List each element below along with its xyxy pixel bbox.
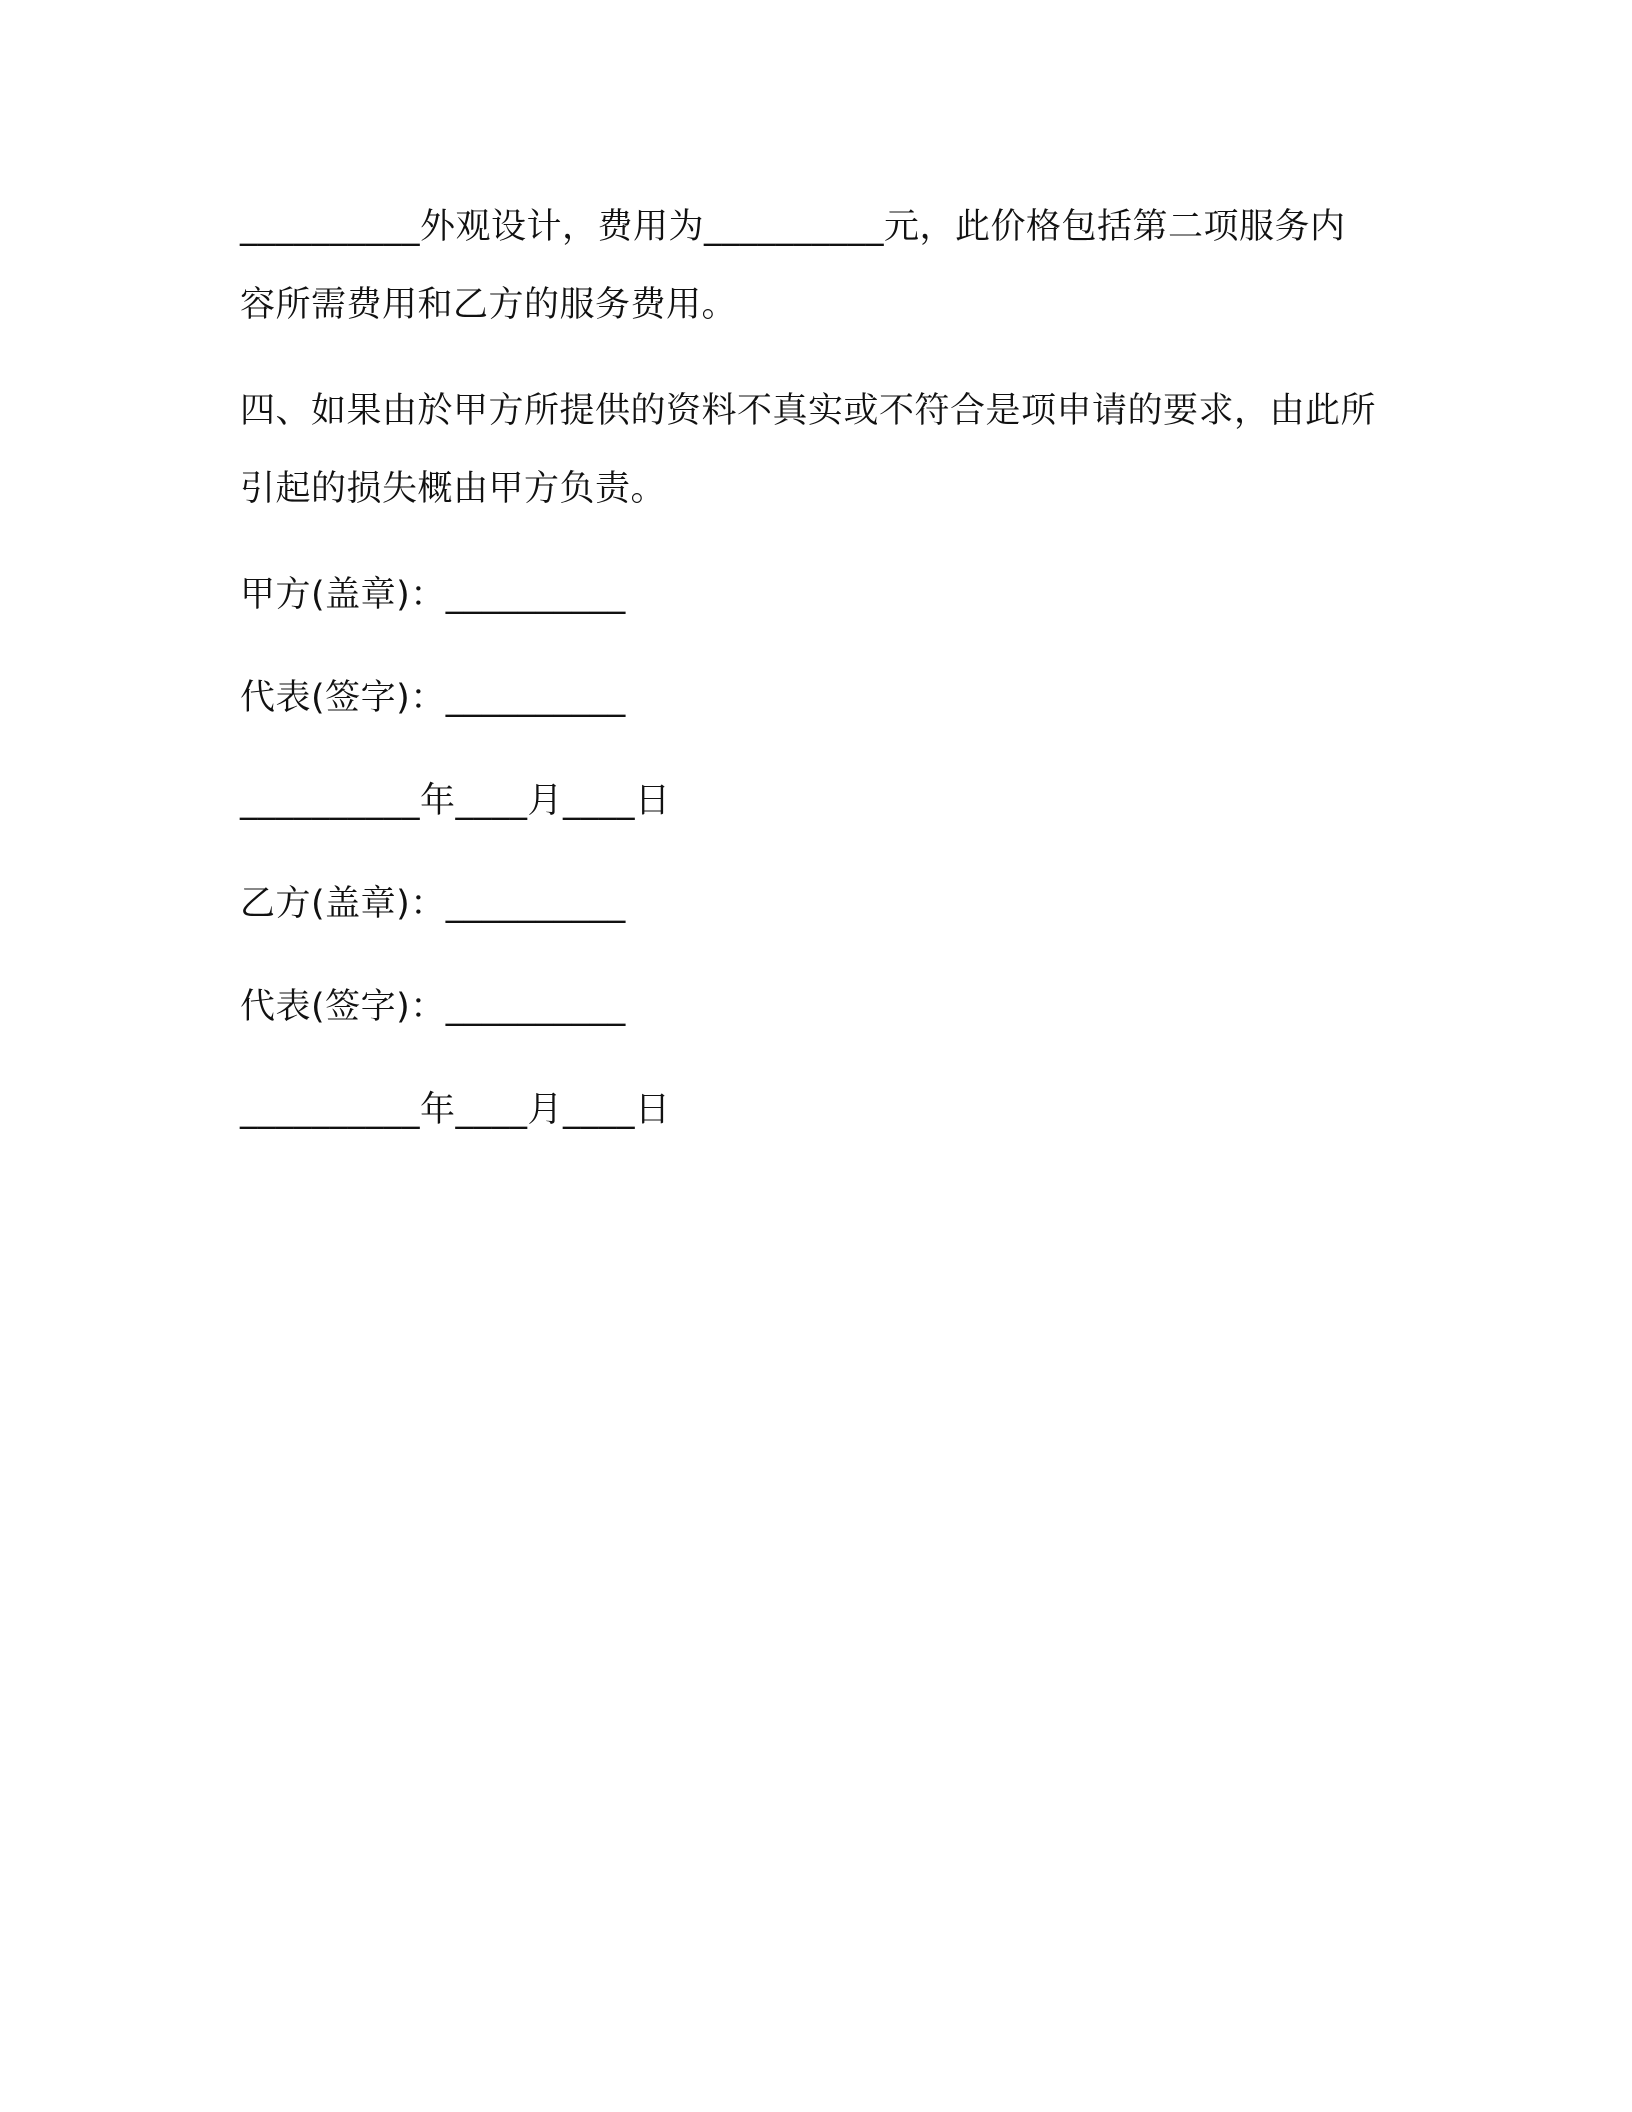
party-a-representative-line: 代表(签字)：__________	[240, 678, 626, 718]
clause-four-paragraph: 四、如果由於甲方所提供的资料不真实或不符合是项申请的要求，由此所引起的损失概由甲方负责。	[240, 391, 1377, 509]
party-b-representative-line: 代表(签字)：__________	[240, 987, 626, 1027]
fee-paragraph: __________外观设计，费用为__________元，此价格包括第二项服务内容所需费用和乙方的服务费用。	[240, 207, 1346, 325]
party-b-seal-line: 乙方(盖章)：__________	[240, 884, 626, 924]
document-body	[240, 188, 1380, 1174]
party-a-date-line: __________年____月____日	[240, 781, 671, 821]
party-a-seal-line: 甲方(盖章)：__________	[240, 575, 626, 615]
party-b-date-line: __________年____月____日	[240, 1090, 671, 1130]
